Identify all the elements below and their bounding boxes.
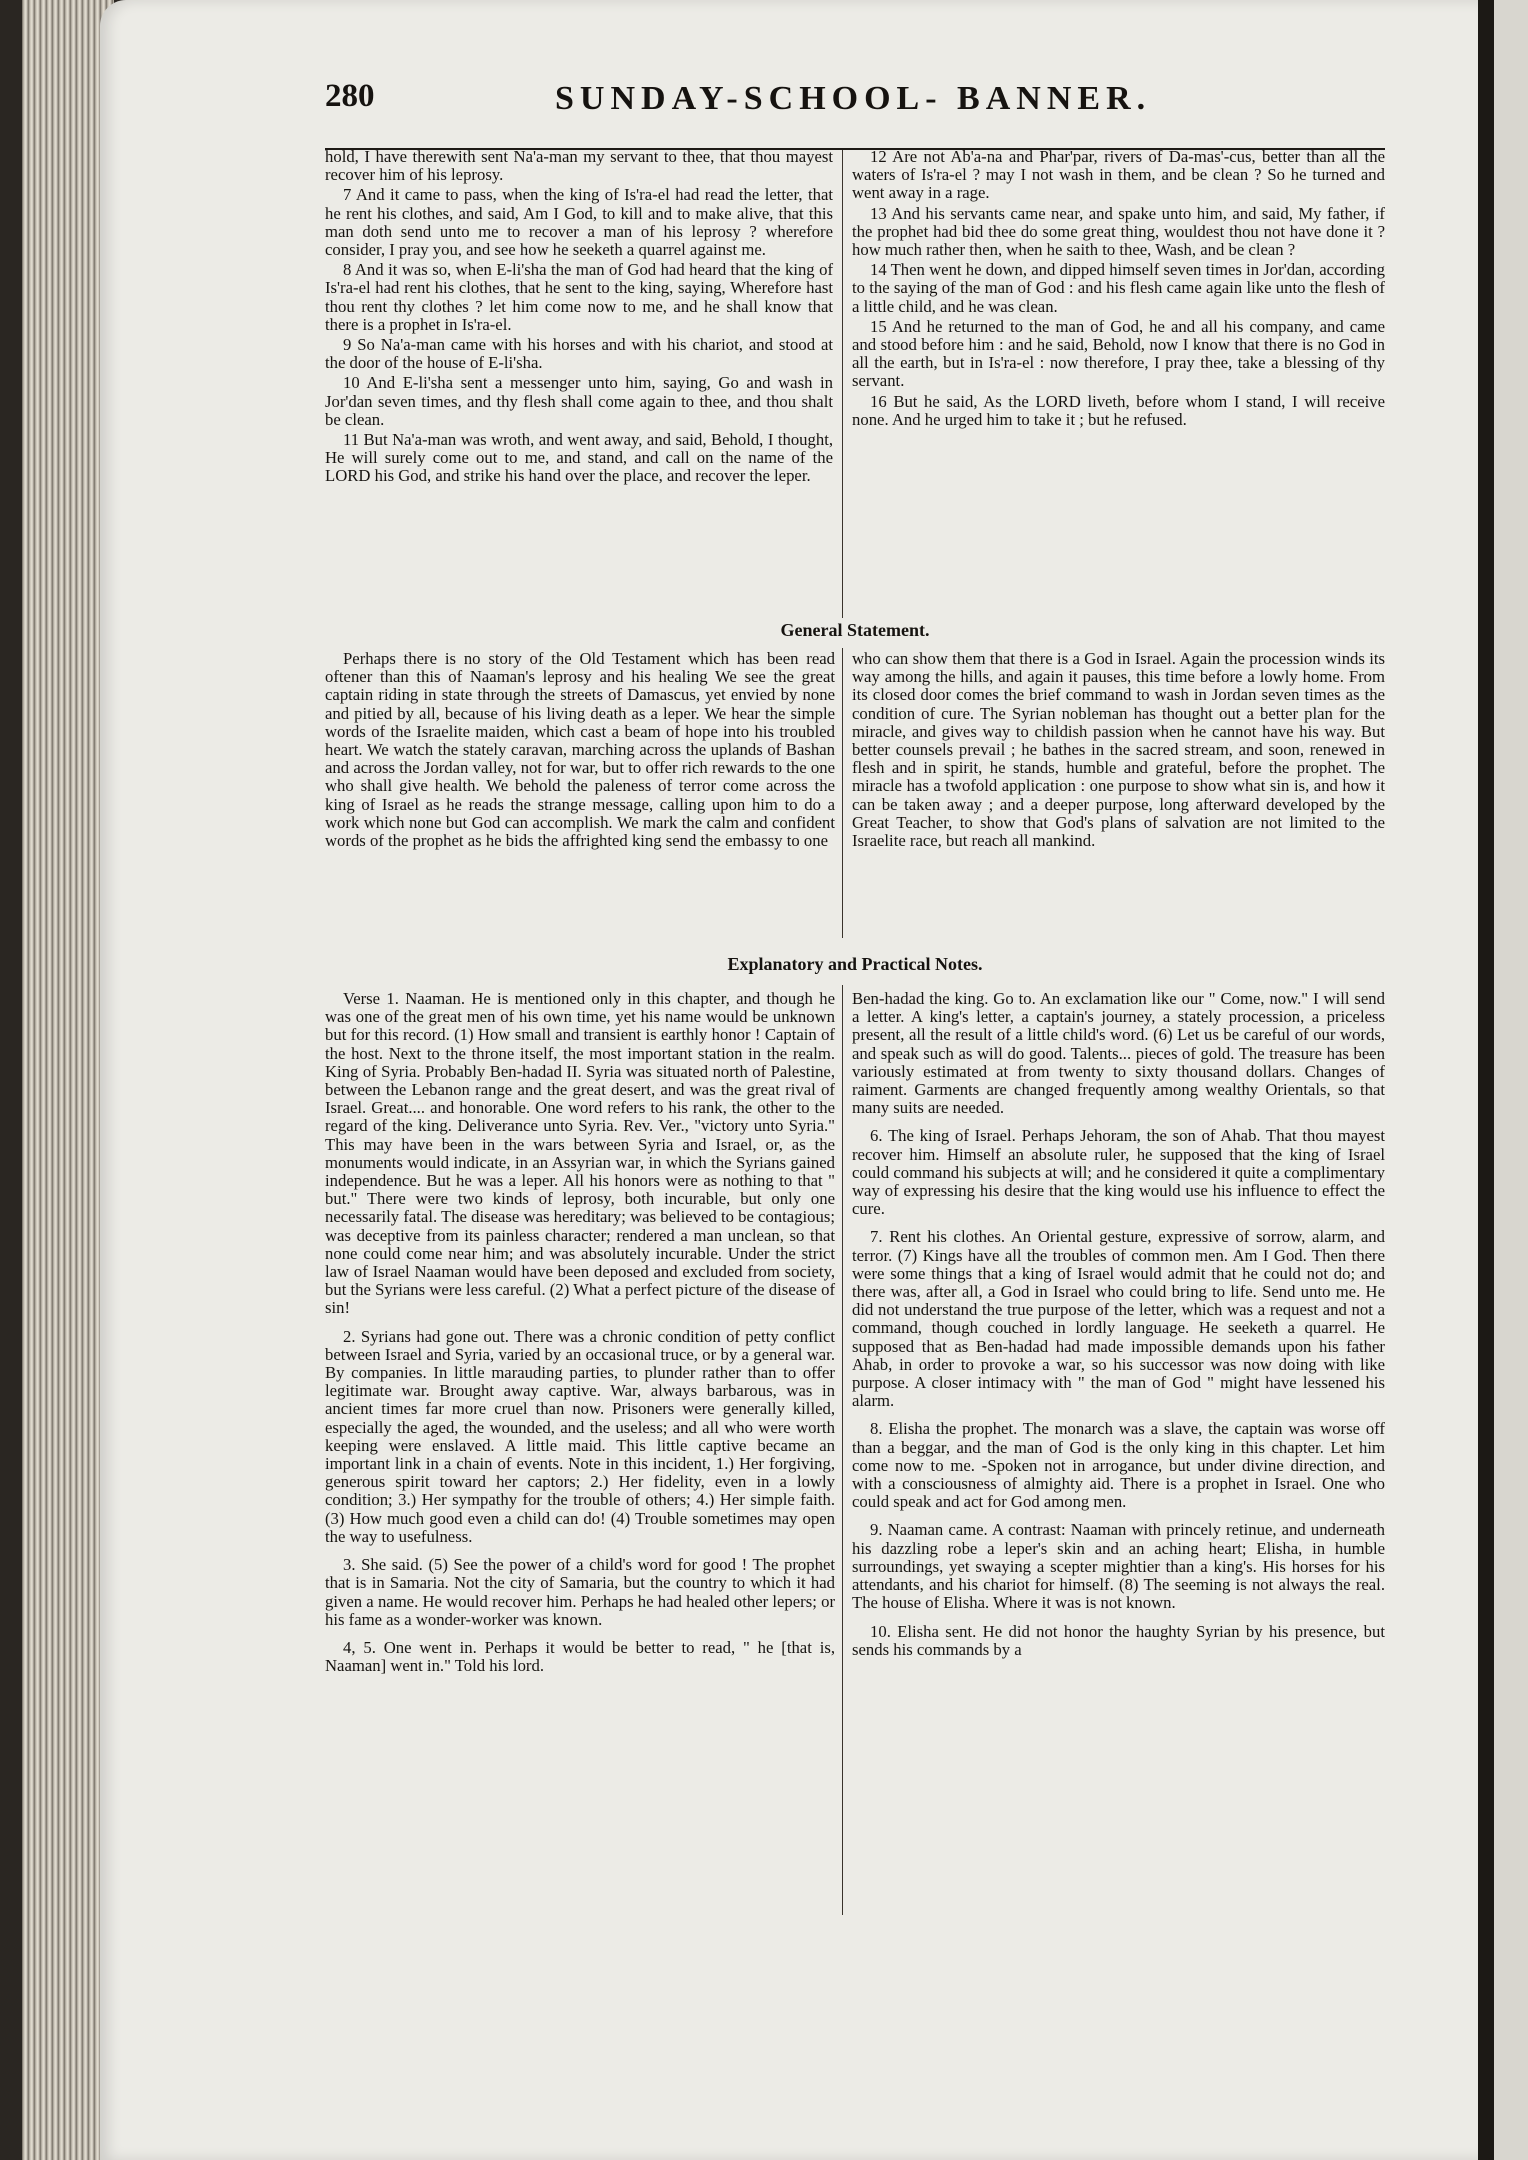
page-header	[325, 78, 1385, 134]
note-paragraph: 9. Naaman came. A contrast: Naaman with princely retinue, and underneath his dazzling robe a leper's skin and an aching heart; Elisha, in humble surroundings, yet swaying a scepter mightier than a king's. His horses for his attendants, and his chariot for himself. (8) The seeming is not always the real. The house of Elisha. Where it was is not known.	[852, 1520, 1385, 1613]
general-statement-right	[852, 650, 1385, 852]
column-divider	[842, 648, 843, 938]
scripture-verse: 10 And E-li'sha sent a messenger unto him, saying, Go and wash in Jor'dan seven times, and thy flesh shall come again to thee, and thou shalt be clean.	[325, 373, 833, 429]
facing-page-edge	[1494, 0, 1528, 2160]
scripture-verse: 9 So Na'a-man came with his horses and with his chariot, and stood at the door of the house of E-li'sha.	[325, 335, 833, 373]
scripture-verse: 16 But he said, As the LORD liveth, before whom I stand, I will receive none. And he urged him to take it ; but he refused.	[852, 391, 1385, 429]
scripture-column-left	[325, 148, 833, 488]
note-paragraph: 10. Elisha sent. He did not honor the haughty Syrian by his presence, but sends his commands by a	[852, 1621, 1385, 1659]
scripture-verse: 11 But Na'a-man was wroth, and went away, and said, Behold, I thought, He will surely come out to me, and stand, and call on the name of the LORD his God, and strike his hand over the place, and recover the leper.	[325, 430, 833, 486]
scripture-verse: 8 And it was so, when E-li'sha the man of God had heard that the king of Is'ra-el had rent his clothes, that he sent to the king, saying, Wherefore hast thou rent thy clothes ? let him come now to me, and he shall know that there is a prophet in Is'ra-el.	[325, 260, 833, 334]
note-paragraph: Verse 1. Naaman. He is mentioned only in this chapter, and though he was one of the great men of his own time, yet his name would be unknown but for this record. (1) How small and transient is earthly honor ! Captain of the host. Next to the throne itself, the most important station in the realm. King of Syria. Probably Ben-hadad II. Syria was situated north of Palestine, between the Lebanon range and the great desert, and was the great rival of Israel. Great.... and honorable. One word refers to his rank, the other to the regard of the king. Deliverance unto Syria. Rev. Ver., "victory unto Syria." This may have been in the wars between Syria and Israel, or, as the monuments would indicate, in an Assyrian war, in which the Syrians gained independence. But he was a leper. All his honors were as nothing to that " but." There were two kinds of leprosy, both incurable, but only one necessarily fatal. The disease was hereditary; was believed to be contagious; was deceptive from its painless character; rendered a man unclean, so that none could come near him; and was absolutely incurable. Under the strict law of Israel Naaman would have been deposed and excluded from society, but the Syrians were less careful. (2) What a perfect picture of the disease of sin!	[325, 989, 835, 1318]
note-paragraph: 4, 5. One went in. Perhaps it would be better to read, " he [that is, Naaman] went in." Told his lord.	[325, 1637, 835, 1676]
scripture-verse: hold, I have therewith sent Na'a-man my servant to thee, that thou mayest recover him of his leprosy.	[325, 147, 833, 185]
general-statement-heading: General Statement.	[780, 620, 930, 640]
column-divider	[842, 150, 843, 618]
scripture-verse: 13 And his servants came near, and spake unto him, and said, My father, if the prophet had bid thee do some great thing, wouldest thou not have done it ? how much rather then, when he saith to thee, Wash, and be clean ?	[852, 203, 1385, 260]
notes-heading: Explanatory and Practical Notes.	[727, 954, 983, 974]
scripture-verse: 7 And it came to pass, when the king of Is'ra-el had read the letter, that he rent his clothes, and said, Am I God, to kill and to make alive, that this man doth send unto me to recover a man of his leprosy ? wherefore consider, I pray you, and see how he seeketh a quarrel against me.	[325, 185, 833, 260]
general-statement-left	[325, 650, 835, 852]
notes-column-left	[325, 990, 835, 1685]
scripture-verse: 12 Are not Ab'a-na and Phar'par, rivers of Da-mas'-cus, better than all the waters of Is'ra-el ? may I not wash in them, and be clean ? So he turned and went away in a rage.	[852, 147, 1385, 203]
note-paragraph: 7. Rent his clothes. An Oriental gesture, expressive of sorrow, alarm, and terror. (7) Kings have all the troubles of common men. Am I God. Then there were some things that a king of Israel would admit that he could not do; and there was, after all, a God in Israel who could bring to life. Send unto me. He did not understand the true purpose of the letter, which was a request and not a command, though couched in lordly language. He seeketh a quarrel. He supposed that as Ben-hadad had made impossible demands upon his father Ahab, in order to provoke a war, so his successor was now doing with like purpose. A closer intimacy with " the man of God " might have lessened his alarm.	[852, 1227, 1385, 1411]
note-paragraph: 8. Elisha the prophet. The monarch was a slave, the captain was worse off than a beggar, and the man of God is the only king in this chapter. Let him come now to me. -Spoken not in arrogance, but under divine direction, and with a consciousness of almighty aid. There is a prophet in Israel. One who could speak and act for God among men.	[852, 1419, 1385, 1512]
scripture-verse: 15 And he returned to the man of God, he and all his company, and came and stood before him : and he said, Behold, now I know that there is no God in all the earth, but in Is'ra-el : now therefore, I pray thee, take a blessing of thy servant.	[852, 316, 1385, 391]
general-statement-text: Perhaps there is no story of the Old Testament which has been read oftener than this of Naaman's leprosy and his healing We see the great captain riding in state through the streets of Damascus, yet envied by none and pitied by all, because of his living death as a leper. We hear the simple words of the Israelite maiden, which cast a beam of hope into his troubled heart. We watch the stately caravan, marching across the uplands of Bashan and across the Jordan valley, not for war, but to offer rich rewards to the one who shall give health. We behold the paleness of terror come across the king of Israel as he reads the strange message, calling upon him to do a work which none but God can accomplish. We mark the calm and confident words of the prophet as he bids the affrighted king send the embassy to one	[325, 649, 835, 851]
running-title: SUNDAY-SCHOOL- BANNER.	[555, 80, 1152, 117]
notes-column-right	[852, 990, 1385, 1669]
scripture-verse: 14 Then went he down, and dipped himself seven times in Jor'dan, according to the saying of the man of God : and his flesh came again like unto the flesh of a little child, and he was clean.	[852, 260, 1385, 316]
column-divider	[842, 985, 843, 1915]
note-paragraph: 6. The king of Israel. Perhaps Jehoram, the son of Ahab. That thou mayest recover him. Himself an absolute ruler, he supposed that the king of Israel could command his subjects at will; and he considered it quite a complimentary way of expressing his desire that the king would use his influence to effect the cure.	[852, 1126, 1385, 1219]
general-statement-text: who can show them that there is a God in Israel. Again the procession winds its way among the hills, and again it pauses, this time before a lowly home. From its closed door comes the brief command to wash in Jordan seven times as the condition of cure. The Syrian nobleman has thought out a better plan for the miracle, and gives way to childish passion when he cannot have his way. But better counsels prevail ; he bathes in the sacred stream, and soon, renewed in flesh and in spirit, he stands, humble and grateful, before the prophet. The miracle has a twofold application : one purpose to show what sin is, and how it can be taken away ; and a deeper purpose, long afterward developed by the Great Teacher, to show that God's plans of salvation are not limited to the Israelite race, but reach all mankind.	[852, 649, 1385, 851]
page-number: 280	[325, 78, 375, 114]
note-paragraph: Ben-hadad the king. Go to. An exclamation like our " Come, now." I will send a letter. A king's letter, a captain's journey, a stately procession, a priceless present, all the result of a little child's word. (6) Let us be careful of our words, and speak such as will do good. Talents... pieces of gold. The treasure has been variously estimated at from twenty to sixty thousand dollars. Changes of raiment. Garments are changed frequently among wealthy Orientals, so that many suits are needed.	[852, 989, 1385, 1118]
note-paragraph: 2. Syrians had gone out. There was a chronic condition of petty conflict between Israel and Syria, varied by an occasional truce, or by a general war. By companies. In little marauding parties, to plunder rather than to offer legitimate war. Brought away captive. War, always barbarous, was in ancient times far more cruel than now. Prisoners were generally killed, especially the aged, the wounded, and the useless; and all who were worth keeping were enslaved. A little maid. This little captive became an important link in a chain of events. Note in this incident, 1.) Her forgiving, generous spirit toward her captors; 2.) Her fidelity, even in a lowly condition; 3.) Her sympathy for the trouble of others; 4.) Her simple faith. (3) How much good even a child can do! (4) Trouble sometimes may open the way to usefulness.	[325, 1326, 835, 1546]
scripture-column-right	[852, 148, 1385, 431]
note-paragraph: 3. She said. (5) See the power of a child's word for good ! The prophet that is in Samaria. Not the city of Samaria, but the country to which it had given a name. He would recover him. Perhaps he had healed other lepers; or his fame as a wonder-worker was known.	[325, 1555, 835, 1629]
